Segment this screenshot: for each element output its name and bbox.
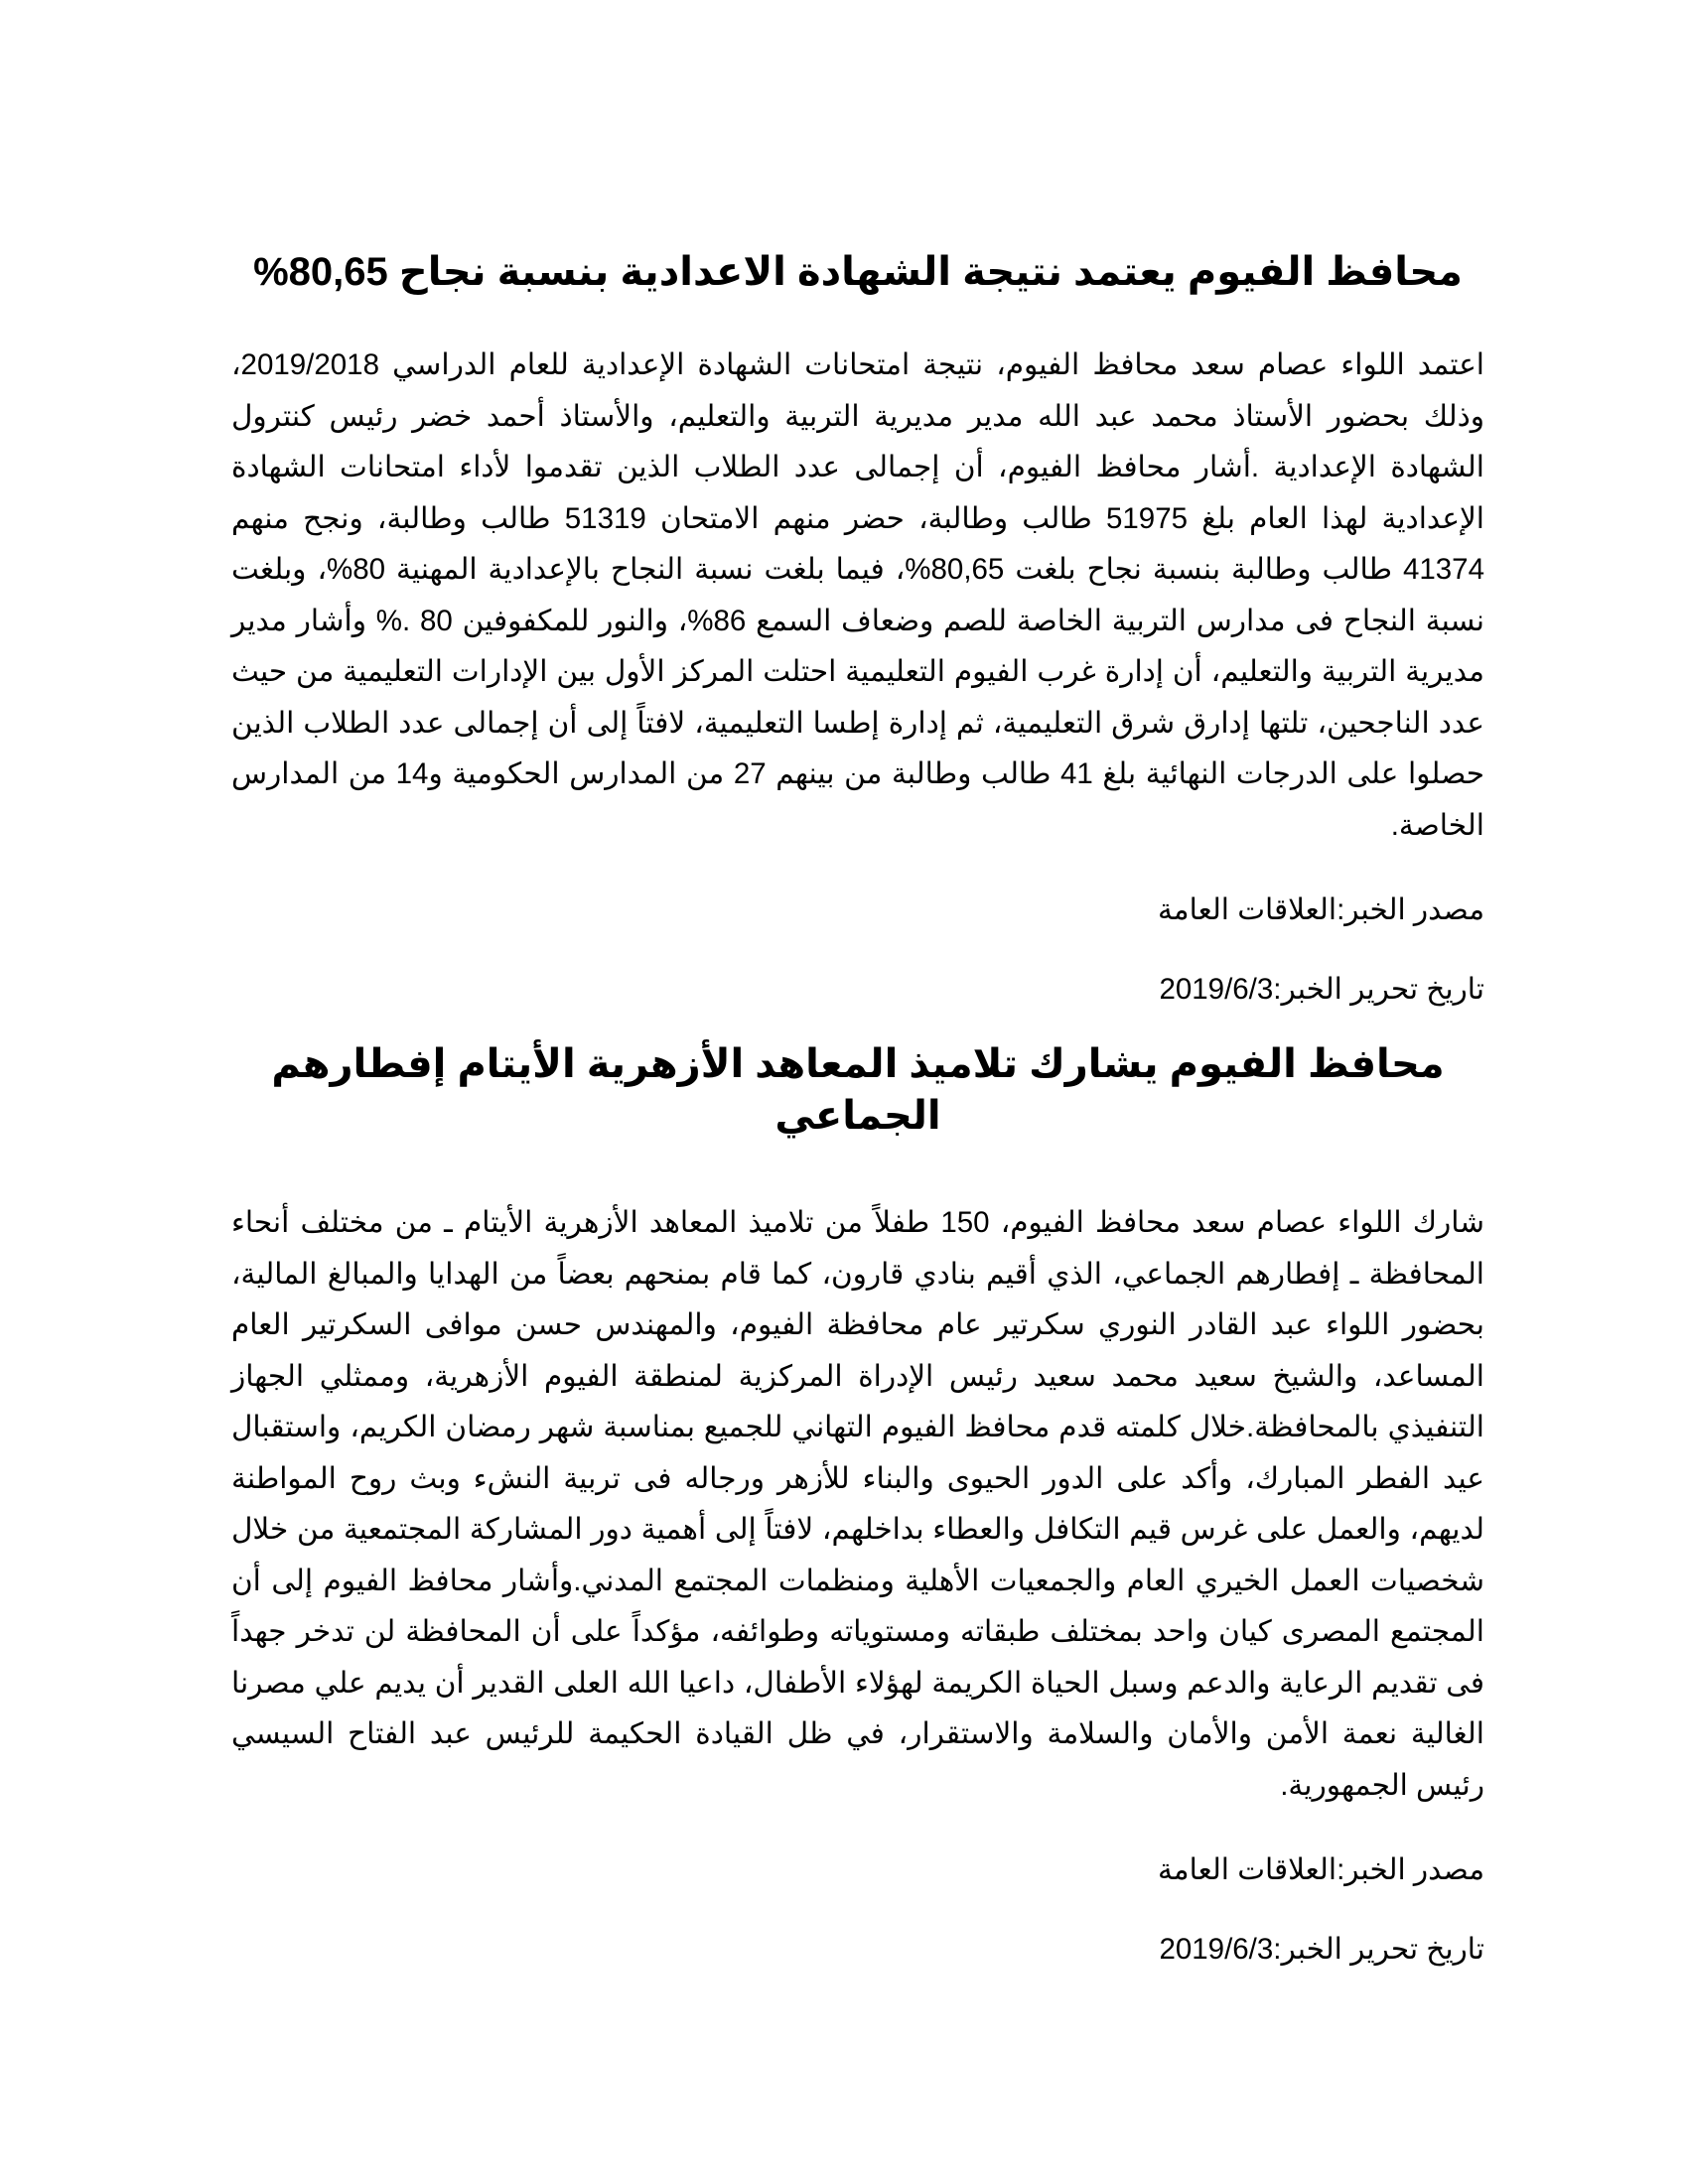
news-article <box>231 1038 1484 1970</box>
article-title: محافظ الفيوم يعتمد نتيجة الشهادة الاعدادية بنسبة نجاح 80,65% <box>253 250 1463 294</box>
article-date: تاريخ تحرير الخبر:2019/6/3 <box>1159 1933 1484 1966</box>
article-body: شارك اللواء عصام سعد محافظ الفيوم، 150 طفلاً من تلاميذ المعاهد الأزهرية الأيتام ـ من مختلف أنحاء المحافظة ـ إفطارهم الجماعي، الذي أقيم بنادي قارون، كما قام بمنحهم بعضاً من الهدايا والمبالغ المالية، بحضور اللواء عبد القادر النوري سكرتير عام محافظة الفيوم، والمهندس حسن موافى السكرتير العام المساعد، والشيخ سعيد محمد سعيد رئيس الإدراة المركزية لمنطقة الفيوم الأزهرية، وممثلي الجهاز التنفيذي بالمحافظة.خلال كلمته قدم محافظ الفيوم التهاني للجميع بمناسبة شهر رمضان الكريم، واستقبال عيد الفطر المبارك، وأكد على الدور الحيوى والبناء للأزهر ورجاله فى تربية النشء وبث روح المواطنة لديهم، والعمل على غرس قيم التكافل والعطاء بداخلهم، لافتاً إلى أهمية دور المشاركة المجتمعية من خلال شخصيات العمل الخيري العام والجمعيات الأهلية ومنظمات المجتمع المدني.وأشار محافظ الفيوم إلى أن المجتمع المصرى كيان واحد بمختلف طبقاته ومستوياته وطوائفه، مؤكداً على أن المحافظة لن تدخر جهداً فى تقديم الرعاية والدعم وسبل الحياة الكريمة لهؤلاء الأطفال، داعيا الله العلى القدير أن يديم علي مصرنا الغالية نعمة الأمن والأمان والسلامة والاستقرار، في ظل القيادة الحكيمة للرئيس عبد الفتاح السيسي رئيس الجمهورية. <box>231 1206 1484 1802</box>
article-date: تاريخ تحرير الخبر:2019/6/3 <box>1159 973 1484 1006</box>
article-body: اعتمد اللواء عصام سعد محافظ الفيوم، نتيجة امتحانات الشهادة الإعدادية للعام الدراسي 2019/2018، وذلك بحضور الأستاذ محمد عبد الله مدير مديرية التربية والتعليم، والأستاذ أحمد خضر رئيس كنترول الشهادة الإعدادية .أشار محافظ الفيوم، أن إجمالى عدد الطلاب الذين تقدموا لأداء امتحانات الشهادة الإعدادية لهذا العام بلغ 51975 طالب وطالبة، حضر منهم الامتحان 51319 طالب وطالبة، ونجح منهم 41374 طالب وطالبة بنسبة نجاح بلغت 80,65%، فيما بلغت نسبة النجاح بالإعدادية المهنية 80%، وبلغت نسبة النجاح فى مدارس التربية الخاصة للصم وضعاف السمع 86%، والنور للمكفوفين 80 .% وأشار مدير مديرية التربية والتعليم، أن إدارة غرب الفيوم التعليمية احتلت المركز الأول بين الإدارات التعليمية من حيث عدد الناجحين، تلتها إدارق شرق التعليمية، ثم إدارة إطسا التعليمية، لافتاً إلى أن إجمالى عدد الطلاب الذين حصلوا على الدرجات النهائية بلغ 41 طالب وطالبة من بينهم 27 من المدارس الحكومية و14 من المدارس الخاصة. <box>231 348 1484 842</box>
article-title: محافظ الفيوم يشارك تلاميذ المعاهد الأزهرية الأيتام إفطارهم الجماعي <box>271 1042 1445 1138</box>
news-article <box>231 246 1484 1010</box>
article-source: مصدر الخبر:العلاقات العامة <box>1157 893 1484 926</box>
article-source: مصدر الخبر:العلاقات العامة <box>1157 1853 1484 1886</box>
